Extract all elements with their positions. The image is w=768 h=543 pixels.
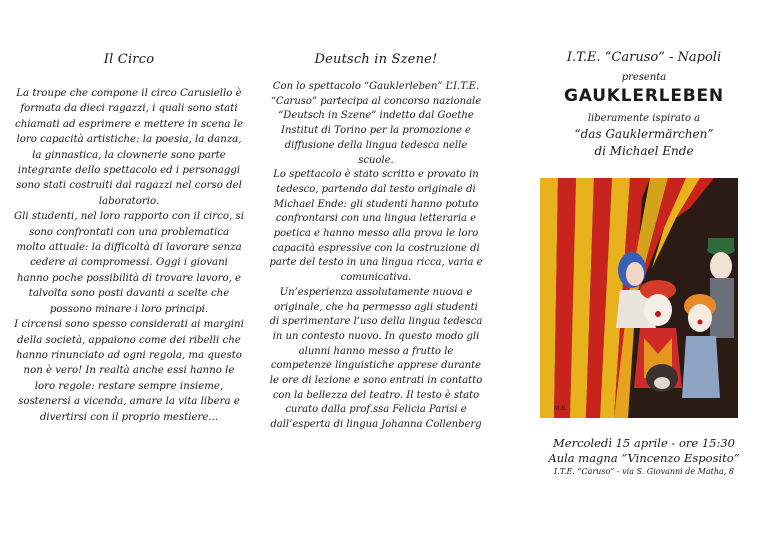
paragraph: Un’esperienza assolutamente nuova e originale, che ha permesso agli studenti di sperimentare l’uso della lingua tedesca in un contesto nuovo. In questo modo gli alunni hanno messo a frutto le competenze linguistiche apprese durante le ore di lezione e sono entrati in contatto con la bellezza del teatro. Il testo è stato curato dalla prof.ssa Felicia Parisi e dall’esperta di lingua Johanna Collenberg xyxy=(269,286,483,431)
clowns-painting xyxy=(540,178,738,418)
dog xyxy=(646,364,678,392)
show-title: GAUKLERLEBEN xyxy=(564,86,724,106)
column-title: Deutsch in Szene! xyxy=(314,52,438,67)
author-name: di Michael Ende xyxy=(594,144,694,158)
paragraph: Lo spettacolo è stato scritto e provato in tedesco, partendo dal testo originale di Michael Ende: gli studenti hanno potuto confrontarsi con una lingua letteraria e poetica e hanno messo alla prova le loro capacità espressive con la costruzione di parte del testo in una lingua ricca, varia e comunicativa. xyxy=(269,169,483,284)
event-address: I.T.E. “Caruso” - via S. Giovanni de Matha, 8 xyxy=(554,467,734,476)
paragraph: I circensi sono spesso considerati ai margini della società, appaiono come dei ribelli che hanno rinunciato ad ogni regola, ma questo non è vero! In realtà anche essi hanno le loro regole: restare sempre insieme, sostenersi a vicenda, amare la vita libera e divertirsi con il proprio mestiere... xyxy=(14,319,244,423)
fairy-tale-title: “das Gauklermärchen” xyxy=(574,127,714,141)
event-date-time: Mercoledì 15 aprile - ore 15:30 xyxy=(552,436,735,450)
column-body xyxy=(268,80,484,433)
orange-hair-clown xyxy=(682,294,720,398)
school-name: I.T.E. “Caruso” - Napoli xyxy=(566,50,722,65)
event-venue: Aula magna “Vincenzo Esposito” xyxy=(548,451,740,465)
inspired-by-label: liberamente ispirato a xyxy=(587,113,701,124)
paragraph: La troupe che compone il circo Carusiello è formata da dieci ragazzi, i quali sono stati chiamati ad esprimere e mettere in scena le loro capacità artistiche: la poesia, la danza, la ginnastica, la clownerie sono parte integrante dello spettacolo ed i personaggi sono stati costruiti dai ragazzi nel corso del laboratorio. xyxy=(15,88,243,207)
paragraph: Con lo spettacolo “Gauklerleben” L’I.T.E. “Caruso” partecipa al concorso nazionale “Deutsch in Szene” indetto dal Goethe Institut di Torino per la promozione e diffusione della lingua tedesca nelle scuole. xyxy=(270,81,482,166)
paragraph: Gli studenti, nel loro rapporto con il circo, si sono confrontati con una problematica molto attuale: la difficoltà di lavorare senza cedere ai compromessi. Oggi i giovani hanno poche possibilità di trovare lavoro, e talvolta sono posti davanti a scelte che possono minare i loro principi. xyxy=(14,211,244,315)
svg-text:M.B.: M.B. xyxy=(554,405,568,412)
presenta-label: presenta xyxy=(621,72,667,83)
column-title: Il Circo xyxy=(103,52,155,67)
column-body xyxy=(14,86,244,425)
